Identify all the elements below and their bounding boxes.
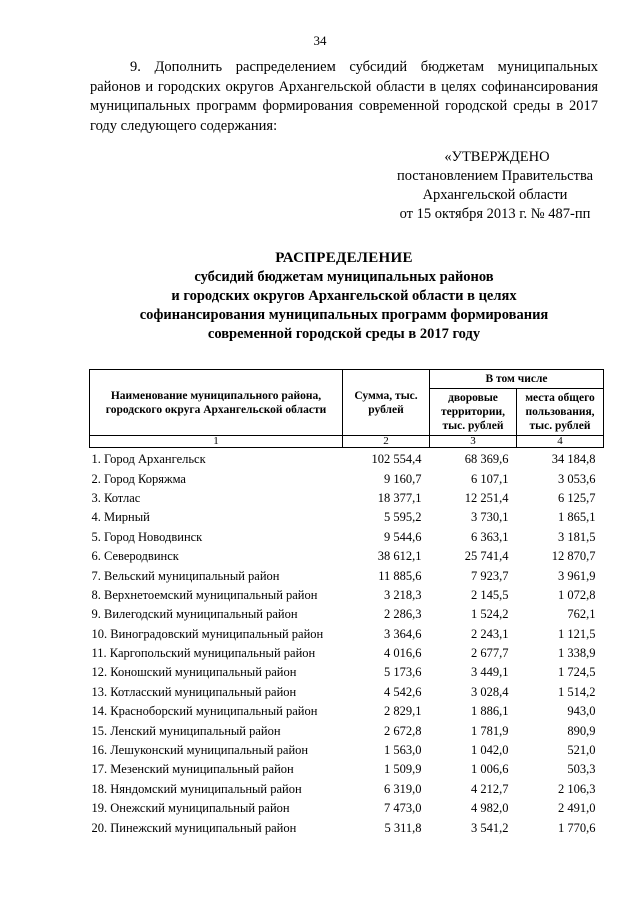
cell-sum: 9 160,7 (384, 471, 422, 486)
cell-yards: 2 243,1 (471, 626, 509, 641)
cell-name: 18. Няндомский муниципальный район (91, 781, 302, 796)
table-row (90, 489, 604, 508)
cell-public: 3 181,5 (558, 529, 596, 544)
cell-sum: 102 554,4 (371, 452, 422, 467)
cell-name: 10. Виноградовский муниципальный район (91, 626, 324, 641)
header-yards: дворовые территории, тыс. рублей (430, 389, 517, 436)
cell-sum: 3 218,3 (384, 587, 422, 602)
heading-line-3: и городских округов Архангельской области в целях (171, 288, 517, 304)
intro-text: 9. Дополнить распределением субсидий бюджетам муниципальных районов и городских округов Архангельской области в целях софинансирования муниципальных программ формирования современной городской среды в 2017 году следующего содержания: (90, 59, 598, 134)
cell-sum: 1 509,9 (384, 762, 422, 777)
cell-name: 9. Вилегодский муниципальный район (91, 607, 298, 622)
cell-name: 19. Онежский муниципальный район (91, 801, 290, 816)
cell-public: 1 072,8 (558, 587, 596, 602)
table-row (90, 799, 604, 818)
approval-line-2: постановлением Правительства (396, 168, 594, 184)
header-including: В том числе (430, 370, 604, 389)
heading-line-1: РАСПРЕДЕЛЕНИЕ (275, 250, 413, 266)
table-row (90, 741, 604, 760)
approval-line-3: Архангельской области (422, 187, 568, 203)
cell-yards: 7 923,7 (471, 568, 509, 583)
cell-name: 12. Коношский муниципальный район (91, 665, 297, 680)
subsidy-table (89, 369, 604, 838)
cell-name: 4. Мирный (91, 510, 150, 525)
cell-name: 11. Каргопольский муниципальный район (91, 646, 316, 661)
cell-name: 7. Вельский муниципальный район (91, 568, 280, 583)
approval-line-1: «УТВЕРЖДЕНО (444, 149, 550, 165)
cell-name: 3. Котлас (91, 490, 141, 505)
cell-sum: 2 672,8 (384, 723, 422, 738)
cell-sum: 6 319,0 (384, 781, 422, 796)
cell-public: 34 184,8 (551, 452, 596, 467)
cell-sum: 38 612,1 (377, 549, 422, 564)
col-number-4: 4 (517, 436, 604, 448)
table-row (90, 683, 604, 702)
cell-sum: 5 311,8 (384, 820, 422, 835)
table-row (90, 508, 604, 527)
cell-public: 762,1 (567, 607, 596, 622)
cell-yards: 6 363,1 (471, 529, 509, 544)
cell-yards: 25 741,4 (464, 549, 509, 564)
cell-yards: 68 369,6 (464, 452, 509, 467)
table-row (90, 625, 604, 644)
cell-yards: 4 982,0 (471, 801, 509, 816)
cell-sum: 9 544,6 (384, 529, 422, 544)
cell-public: 503,3 (567, 762, 596, 777)
cell-yards: 1 006,6 (471, 762, 509, 777)
table-row (90, 663, 604, 682)
cell-name: 5. Город Новодвинск (91, 529, 203, 544)
header-public: места общего пользования, тыс. рублей (517, 389, 604, 436)
cell-yards: 3 028,4 (471, 684, 509, 699)
cell-public: 1 865,1 (558, 510, 596, 525)
heading-line-5: современной городской среды в 2017 году (207, 326, 481, 342)
header-name: Наименование муниципального района, городского округа Архангельской области (90, 370, 343, 436)
cell-public: 943,0 (567, 704, 596, 719)
table-row (90, 586, 604, 605)
table-row (90, 644, 604, 663)
cell-yards: 1 781,9 (471, 723, 509, 738)
cell-name: 8. Верхнетоемский муниципальный район (91, 587, 318, 602)
cell-yards: 1 524,2 (471, 607, 509, 622)
cell-yards: 1 886,1 (471, 704, 509, 719)
cell-name: 16. Лешуконский муниципальный район (91, 743, 309, 758)
table-row (90, 528, 604, 547)
cell-yards: 2 145,5 (471, 587, 509, 602)
cell-name: 14. Красноборский муниципальный район (91, 704, 318, 719)
cell-public: 1 724,5 (558, 665, 596, 680)
cell-name: 15. Ленский муниципальный район (91, 723, 281, 738)
table-row (90, 605, 604, 624)
cell-name: 20. Пинежский муниципальный район (91, 820, 297, 835)
cell-yards: 3 730,1 (471, 510, 509, 525)
table-row (90, 469, 604, 488)
table-row (90, 818, 604, 837)
cell-public: 1 338,9 (558, 646, 596, 661)
col-number-2: 2 (343, 436, 430, 448)
header-sum: Сумма, тыс. рублей (343, 370, 430, 436)
approval-line-4: от 15 октября 2013 г. № 487-пп (399, 206, 591, 222)
cell-public: 2 491,0 (558, 801, 596, 816)
cell-yards: 3 541,2 (471, 820, 509, 835)
cell-sum: 5 173,6 (384, 665, 422, 680)
table-row (90, 547, 604, 566)
cell-name: 13. Котласский муниципальный район (91, 684, 297, 699)
table-row (90, 448, 604, 470)
heading-line-2: субсидий бюджетам муниципальных районов (194, 269, 494, 285)
cell-public: 12 870,7 (551, 549, 596, 564)
cell-public: 1 514,2 (558, 684, 596, 699)
cell-name: 1. Город Архангельск (91, 452, 206, 467)
table-row (90, 702, 604, 721)
cell-public: 6 125,7 (558, 490, 596, 505)
cell-sum: 4 016,6 (384, 646, 422, 661)
table-body (90, 448, 604, 838)
cell-sum: 7 473,0 (384, 801, 422, 816)
cell-yards: 2 677,7 (471, 646, 509, 661)
cell-public: 521,0 (567, 743, 596, 758)
table-row (90, 780, 604, 799)
cell-yards: 3 449,1 (471, 665, 509, 680)
cell-public: 3 053,6 (558, 471, 596, 486)
cell-public: 2 106,3 (558, 781, 596, 796)
cell-sum: 2 829,1 (384, 704, 422, 719)
cell-sum: 2 286,3 (384, 607, 422, 622)
cell-sum: 18 377,1 (377, 490, 422, 505)
table-row (90, 566, 604, 585)
col-number-3: 3 (430, 436, 517, 448)
cell-name: 17. Мезенский муниципальный район (91, 762, 294, 777)
cell-yards: 4 212,7 (471, 781, 509, 796)
table-row (90, 721, 604, 740)
cell-public: 890,9 (567, 723, 596, 738)
col-number-1: 1 (90, 436, 343, 448)
cell-yards: 1 042,0 (471, 743, 509, 758)
approval-block (370, 148, 620, 224)
table-row (90, 760, 604, 779)
cell-sum: 3 364,6 (384, 626, 422, 641)
cell-sum: 11 885,6 (378, 568, 422, 583)
cell-yards: 12 251,4 (464, 490, 509, 505)
cell-sum: 5 595,2 (384, 510, 422, 525)
cell-public: 1 770,6 (558, 820, 596, 835)
cell-name: 2. Город Коряжма (91, 471, 186, 486)
cell-public: 3 961,9 (558, 568, 596, 583)
heading-line-4: софинансирования муниципальных программ формирования (139, 307, 549, 323)
intro-paragraph (90, 58, 598, 136)
cell-name: 6. Северодвинск (91, 549, 179, 564)
document-heading (90, 249, 598, 344)
cell-sum: 1 563,0 (384, 743, 422, 758)
page-number: 34 (313, 33, 327, 48)
cell-yards: 6 107,1 (471, 471, 509, 486)
cell-public: 1 121,5 (558, 626, 596, 641)
cell-sum: 4 542,6 (384, 684, 422, 699)
